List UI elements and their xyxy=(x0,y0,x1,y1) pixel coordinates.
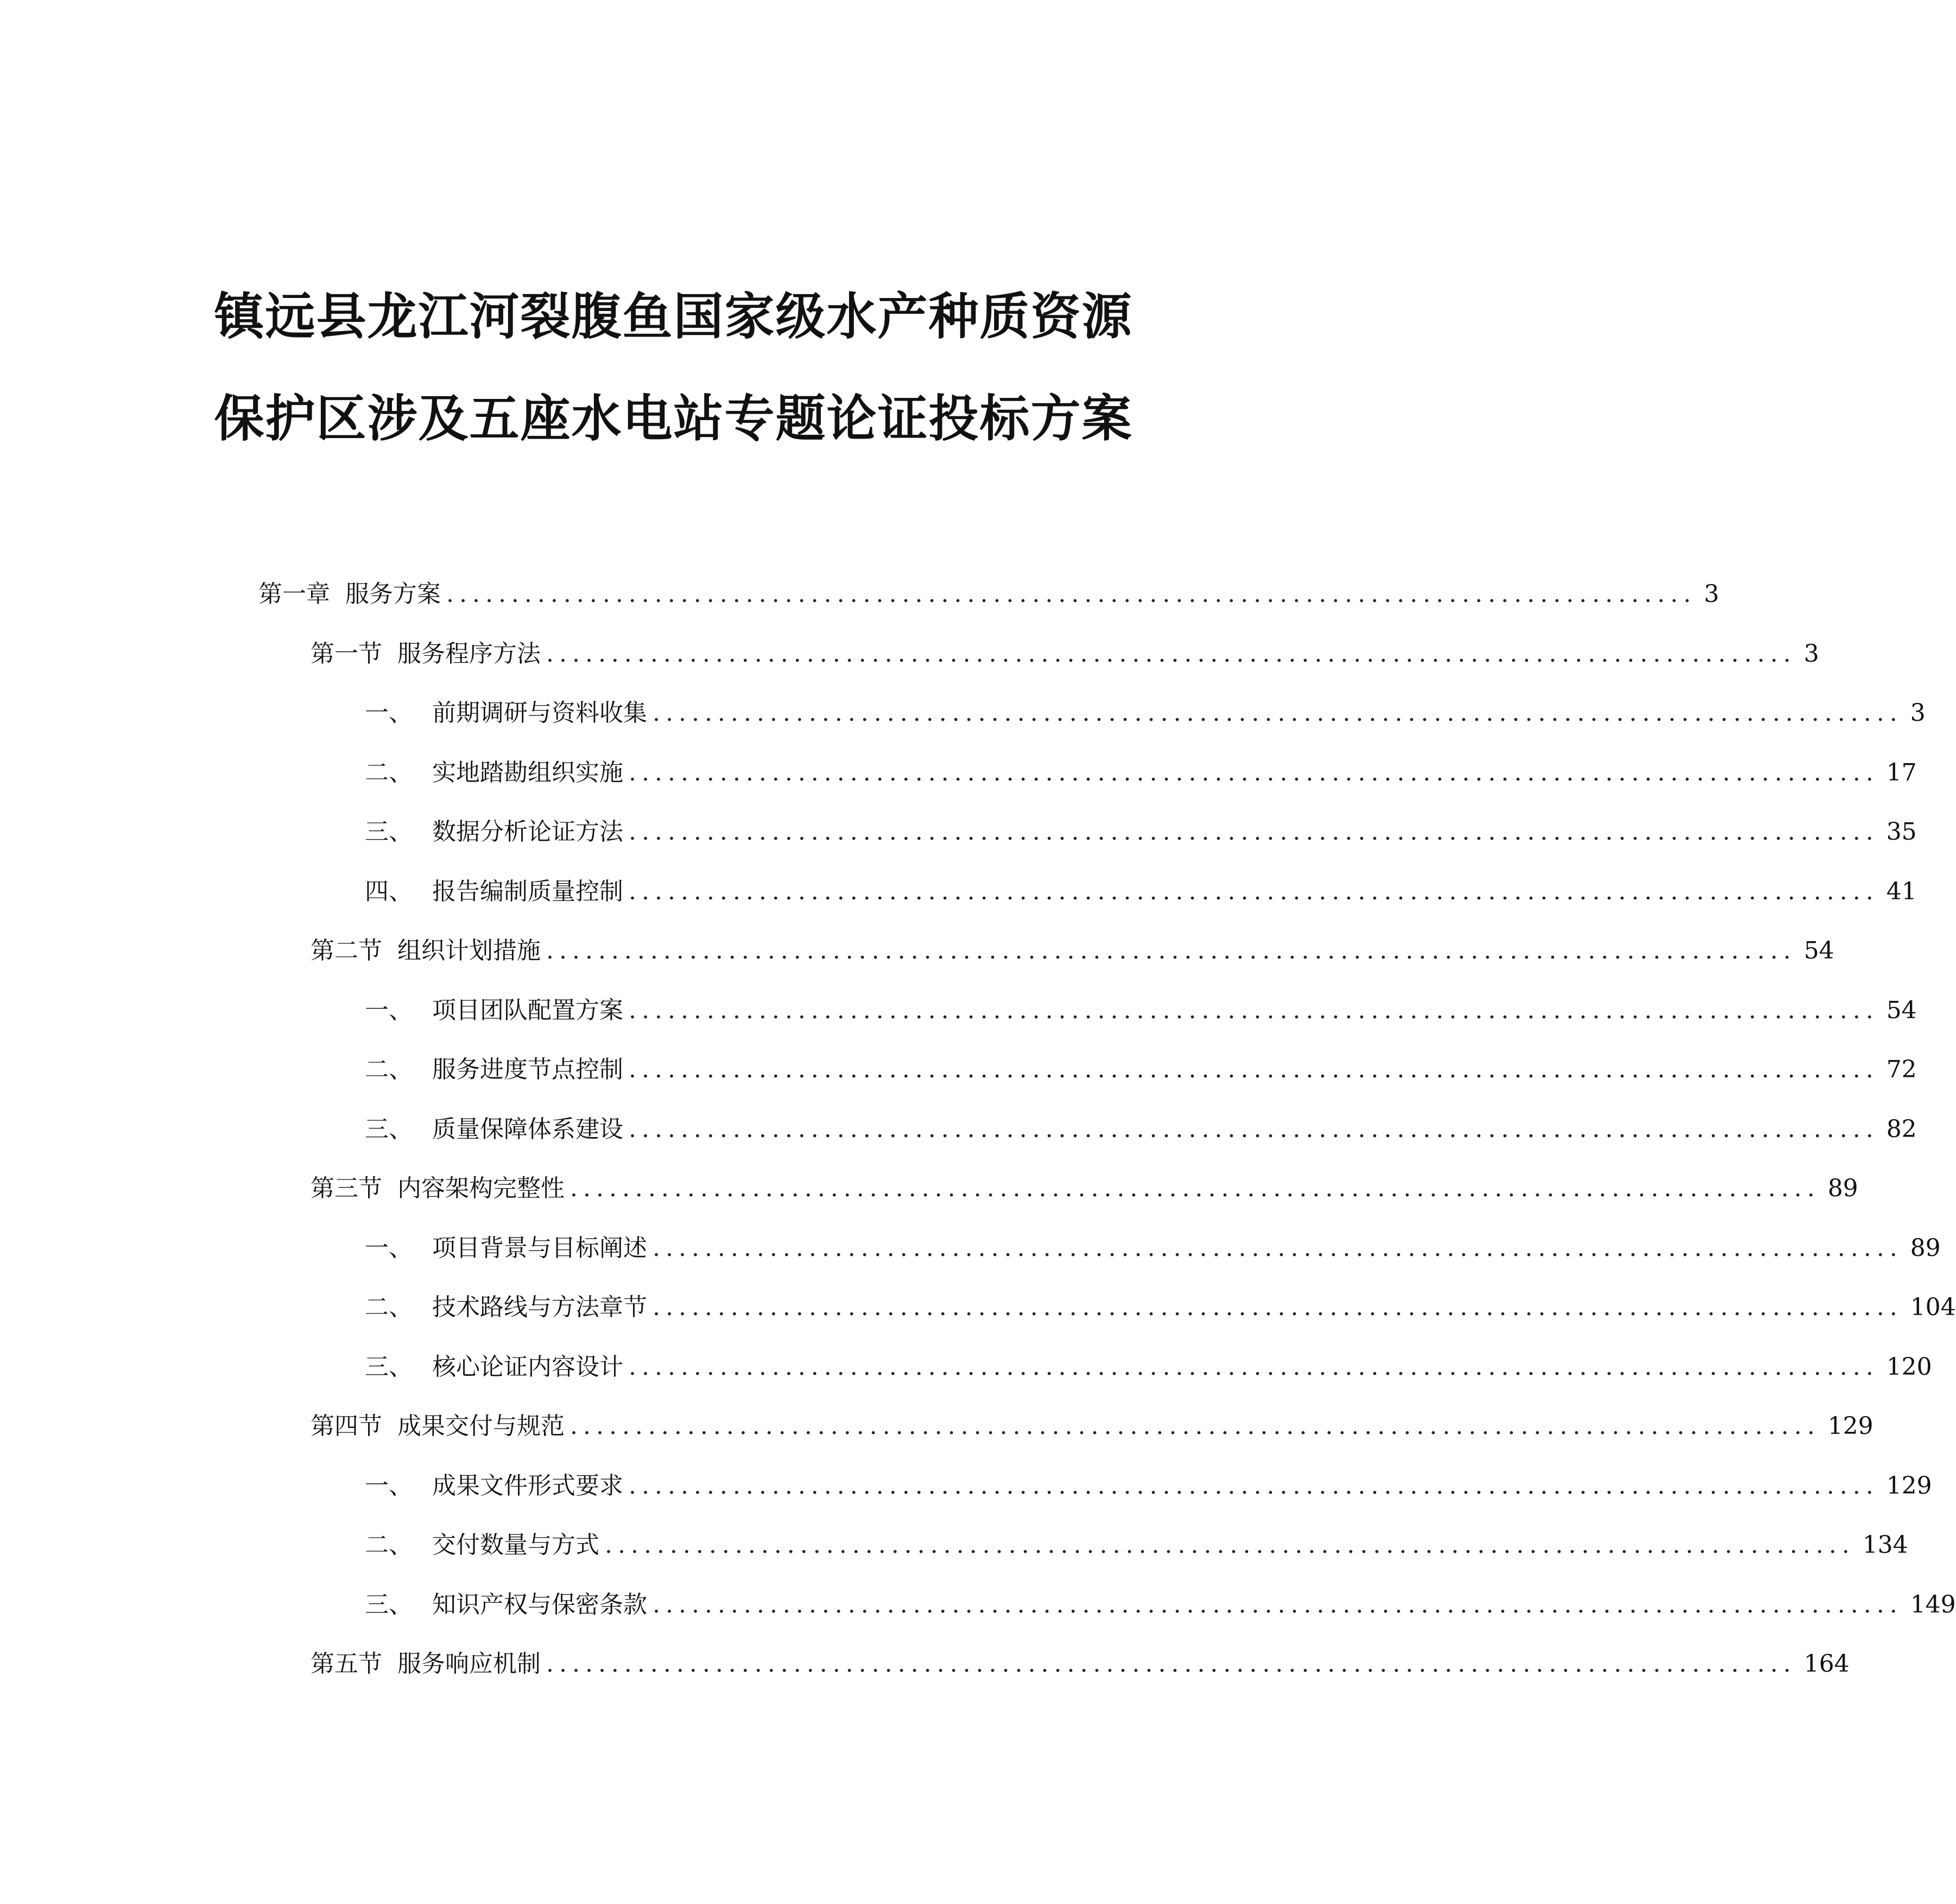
toc-entry-page-number: 3 xyxy=(1803,640,1819,668)
toc-entry-page-number: 3 xyxy=(1910,699,1926,727)
toc-entry[interactable] xyxy=(365,1229,1941,1267)
toc-dot-leader: ................................................................................................ xyxy=(653,1234,1903,1262)
toc-entry-page-number: 129 xyxy=(1827,1412,1873,1440)
toc-entry-page-number: 104 xyxy=(1910,1293,1956,1321)
toc-entry[interactable] xyxy=(365,1526,1908,1564)
toc-entry-number: 第四节 xyxy=(311,1412,382,1440)
toc-entry-label: 服务方案 xyxy=(345,580,441,608)
toc-entry-label: 核心论证内容设计 xyxy=(432,1353,623,1381)
toc-entry-label: 服务响应机制 xyxy=(397,1650,541,1678)
toc-entry-page-number: 120 xyxy=(1886,1353,1932,1381)
toc-entry-number: 第五节 xyxy=(311,1650,382,1678)
toc-entry-label: 技术路线与方法章节 xyxy=(432,1293,647,1321)
toc-dot-leader: ................................................................................................ xyxy=(570,1412,1820,1440)
toc-entry-page-number: 54 xyxy=(1886,997,1917,1024)
toc-entry-number: 二、 xyxy=(365,759,413,786)
toc-entry-number: 一、 xyxy=(365,1234,413,1262)
toc-dot-leader: ................................................................................................ xyxy=(546,937,1796,964)
document-title xyxy=(0,266,1347,470)
toc-entry-label: 服务进度节点控制 xyxy=(432,1056,623,1083)
toc-entry-number: 三、 xyxy=(365,818,413,846)
toc-entry-number: 一、 xyxy=(365,699,413,727)
toc-dot-leader: ................................................................................................ xyxy=(546,1650,1796,1678)
toc-dot-leader: ................................................................................................ xyxy=(653,1293,1903,1321)
toc-dot-leader: ................................................................................................ xyxy=(570,1175,1820,1202)
toc-entry[interactable] xyxy=(365,1348,1932,1386)
toc-entry-page-number: 149 xyxy=(1910,1591,1956,1619)
toc-entry[interactable] xyxy=(365,813,1917,851)
toc-entry-page-number: 134 xyxy=(1862,1531,1908,1559)
toc-entry-label: 成果交付与规范 xyxy=(397,1412,565,1440)
toc-entry-number: 四、 xyxy=(365,878,413,905)
toc-entry[interactable] xyxy=(365,1051,1917,1089)
toc-entry-page-number: 89 xyxy=(1827,1175,1858,1202)
toc-entry-label: 数据分析论证方法 xyxy=(432,818,623,846)
toc-entry-number: 第三节 xyxy=(311,1175,382,1202)
toc-entry-label: 项目背景与目标阐述 xyxy=(432,1234,647,1262)
toc-entry-label: 服务程序方法 xyxy=(397,640,541,668)
toc-dot-leader: ................................................................................................ xyxy=(629,759,1879,786)
toc-entry[interactable] xyxy=(365,1110,1917,1148)
toc-entry[interactable] xyxy=(365,1586,1956,1624)
toc-entry-label: 知识产权与保密条款 xyxy=(432,1591,647,1619)
toc-dot-leader: ................................................................................................ xyxy=(653,1591,1903,1619)
toc-entry-label: 组织计划措施 xyxy=(397,937,541,964)
toc-entry-number: 二、 xyxy=(365,1531,413,1559)
toc-entry-page-number: 54 xyxy=(1803,937,1834,964)
toc-entry-page-number: 17 xyxy=(1886,759,1917,786)
toc-dot-leader: ................................................................................................ xyxy=(629,1115,1879,1143)
title-line-2: 保护区涉及五座水电站专题论证投标方案 xyxy=(214,390,1133,448)
toc-dot-leader: ................................................................................................ xyxy=(629,997,1879,1024)
toc-entry-number: 三、 xyxy=(365,1591,413,1619)
toc-dot-leader: ................................................................................................ xyxy=(629,878,1879,905)
toc-entry-page-number: 89 xyxy=(1910,1234,1941,1262)
toc-entry[interactable] xyxy=(365,1289,1956,1327)
toc-dot-leader: ................................................................................................ xyxy=(546,640,1796,668)
toc-entry[interactable] xyxy=(365,873,1917,911)
toc-entry-label: 报告编制质量控制 xyxy=(432,878,623,905)
toc-entry-number: 第一节 xyxy=(311,640,382,668)
toc-entry-number: 二、 xyxy=(365,1293,413,1321)
toc-entry-number: 二、 xyxy=(365,1056,413,1083)
toc-entry[interactable] xyxy=(365,992,1917,1030)
toc-entry-number: 三、 xyxy=(365,1353,413,1381)
toc-dot-leader: ................................................................................................ xyxy=(629,1353,1879,1381)
toc-entry[interactable] xyxy=(311,1170,1858,1208)
toc-entry-page-number: 41 xyxy=(1886,878,1917,905)
toc-entry-label: 内容架构完整性 xyxy=(397,1175,565,1202)
toc-entry-page-number: 35 xyxy=(1886,818,1917,846)
toc-entry-label: 前期调研与资料收集 xyxy=(432,699,647,727)
toc-dot-leader: ................................................................................................ xyxy=(629,818,1879,846)
toc-entry-number: 三、 xyxy=(365,1115,413,1143)
toc-entry[interactable] xyxy=(365,1467,1932,1505)
toc-entry-page-number: 82 xyxy=(1886,1115,1917,1143)
toc-entry-number: 第二节 xyxy=(311,937,382,964)
toc-entry[interactable] xyxy=(365,754,1917,792)
title-line-1: 镇远县龙江河裂腹鱼国家级水产种质资源 xyxy=(214,288,1133,346)
toc-dot-leader: ................................................................................................ xyxy=(629,1472,1879,1500)
toc-dot-leader: ................................................................................................ xyxy=(629,1056,1879,1083)
toc-entry[interactable] xyxy=(311,1645,1850,1683)
toc-entry-page-number: 3 xyxy=(1704,580,1719,608)
toc-entry[interactable] xyxy=(311,932,1834,970)
toc-entry[interactable] xyxy=(258,575,1719,613)
toc-dot-leader: ................................................................................................ xyxy=(605,1531,1855,1559)
toc-entry-label: 交付数量与方式 xyxy=(432,1531,599,1559)
toc-entry-page-number: 129 xyxy=(1886,1472,1932,1500)
toc-dot-leader: ................................................................................................ xyxy=(446,580,1697,608)
toc-entry-page-number: 72 xyxy=(1886,1056,1917,1083)
toc-entry-label: 实地踏勘组织实施 xyxy=(432,759,623,786)
toc-entry-page-number: 164 xyxy=(1803,1650,1850,1678)
toc-entry-label: 成果文件形式要求 xyxy=(432,1472,623,1500)
toc-entry[interactable] xyxy=(311,635,1819,673)
toc-entry-number: 一、 xyxy=(365,1472,413,1500)
toc-entry[interactable] xyxy=(311,1407,1873,1445)
toc-dot-leader: ................................................................................................ xyxy=(653,699,1903,727)
toc-entry-label: 质量保障体系建设 xyxy=(432,1115,623,1143)
toc-entry[interactable] xyxy=(365,694,1926,732)
toc-entry-number: 第一章 xyxy=(258,580,330,608)
toc-entry-number: 一、 xyxy=(365,997,413,1024)
toc-entry-label: 项目团队配置方案 xyxy=(432,997,623,1024)
